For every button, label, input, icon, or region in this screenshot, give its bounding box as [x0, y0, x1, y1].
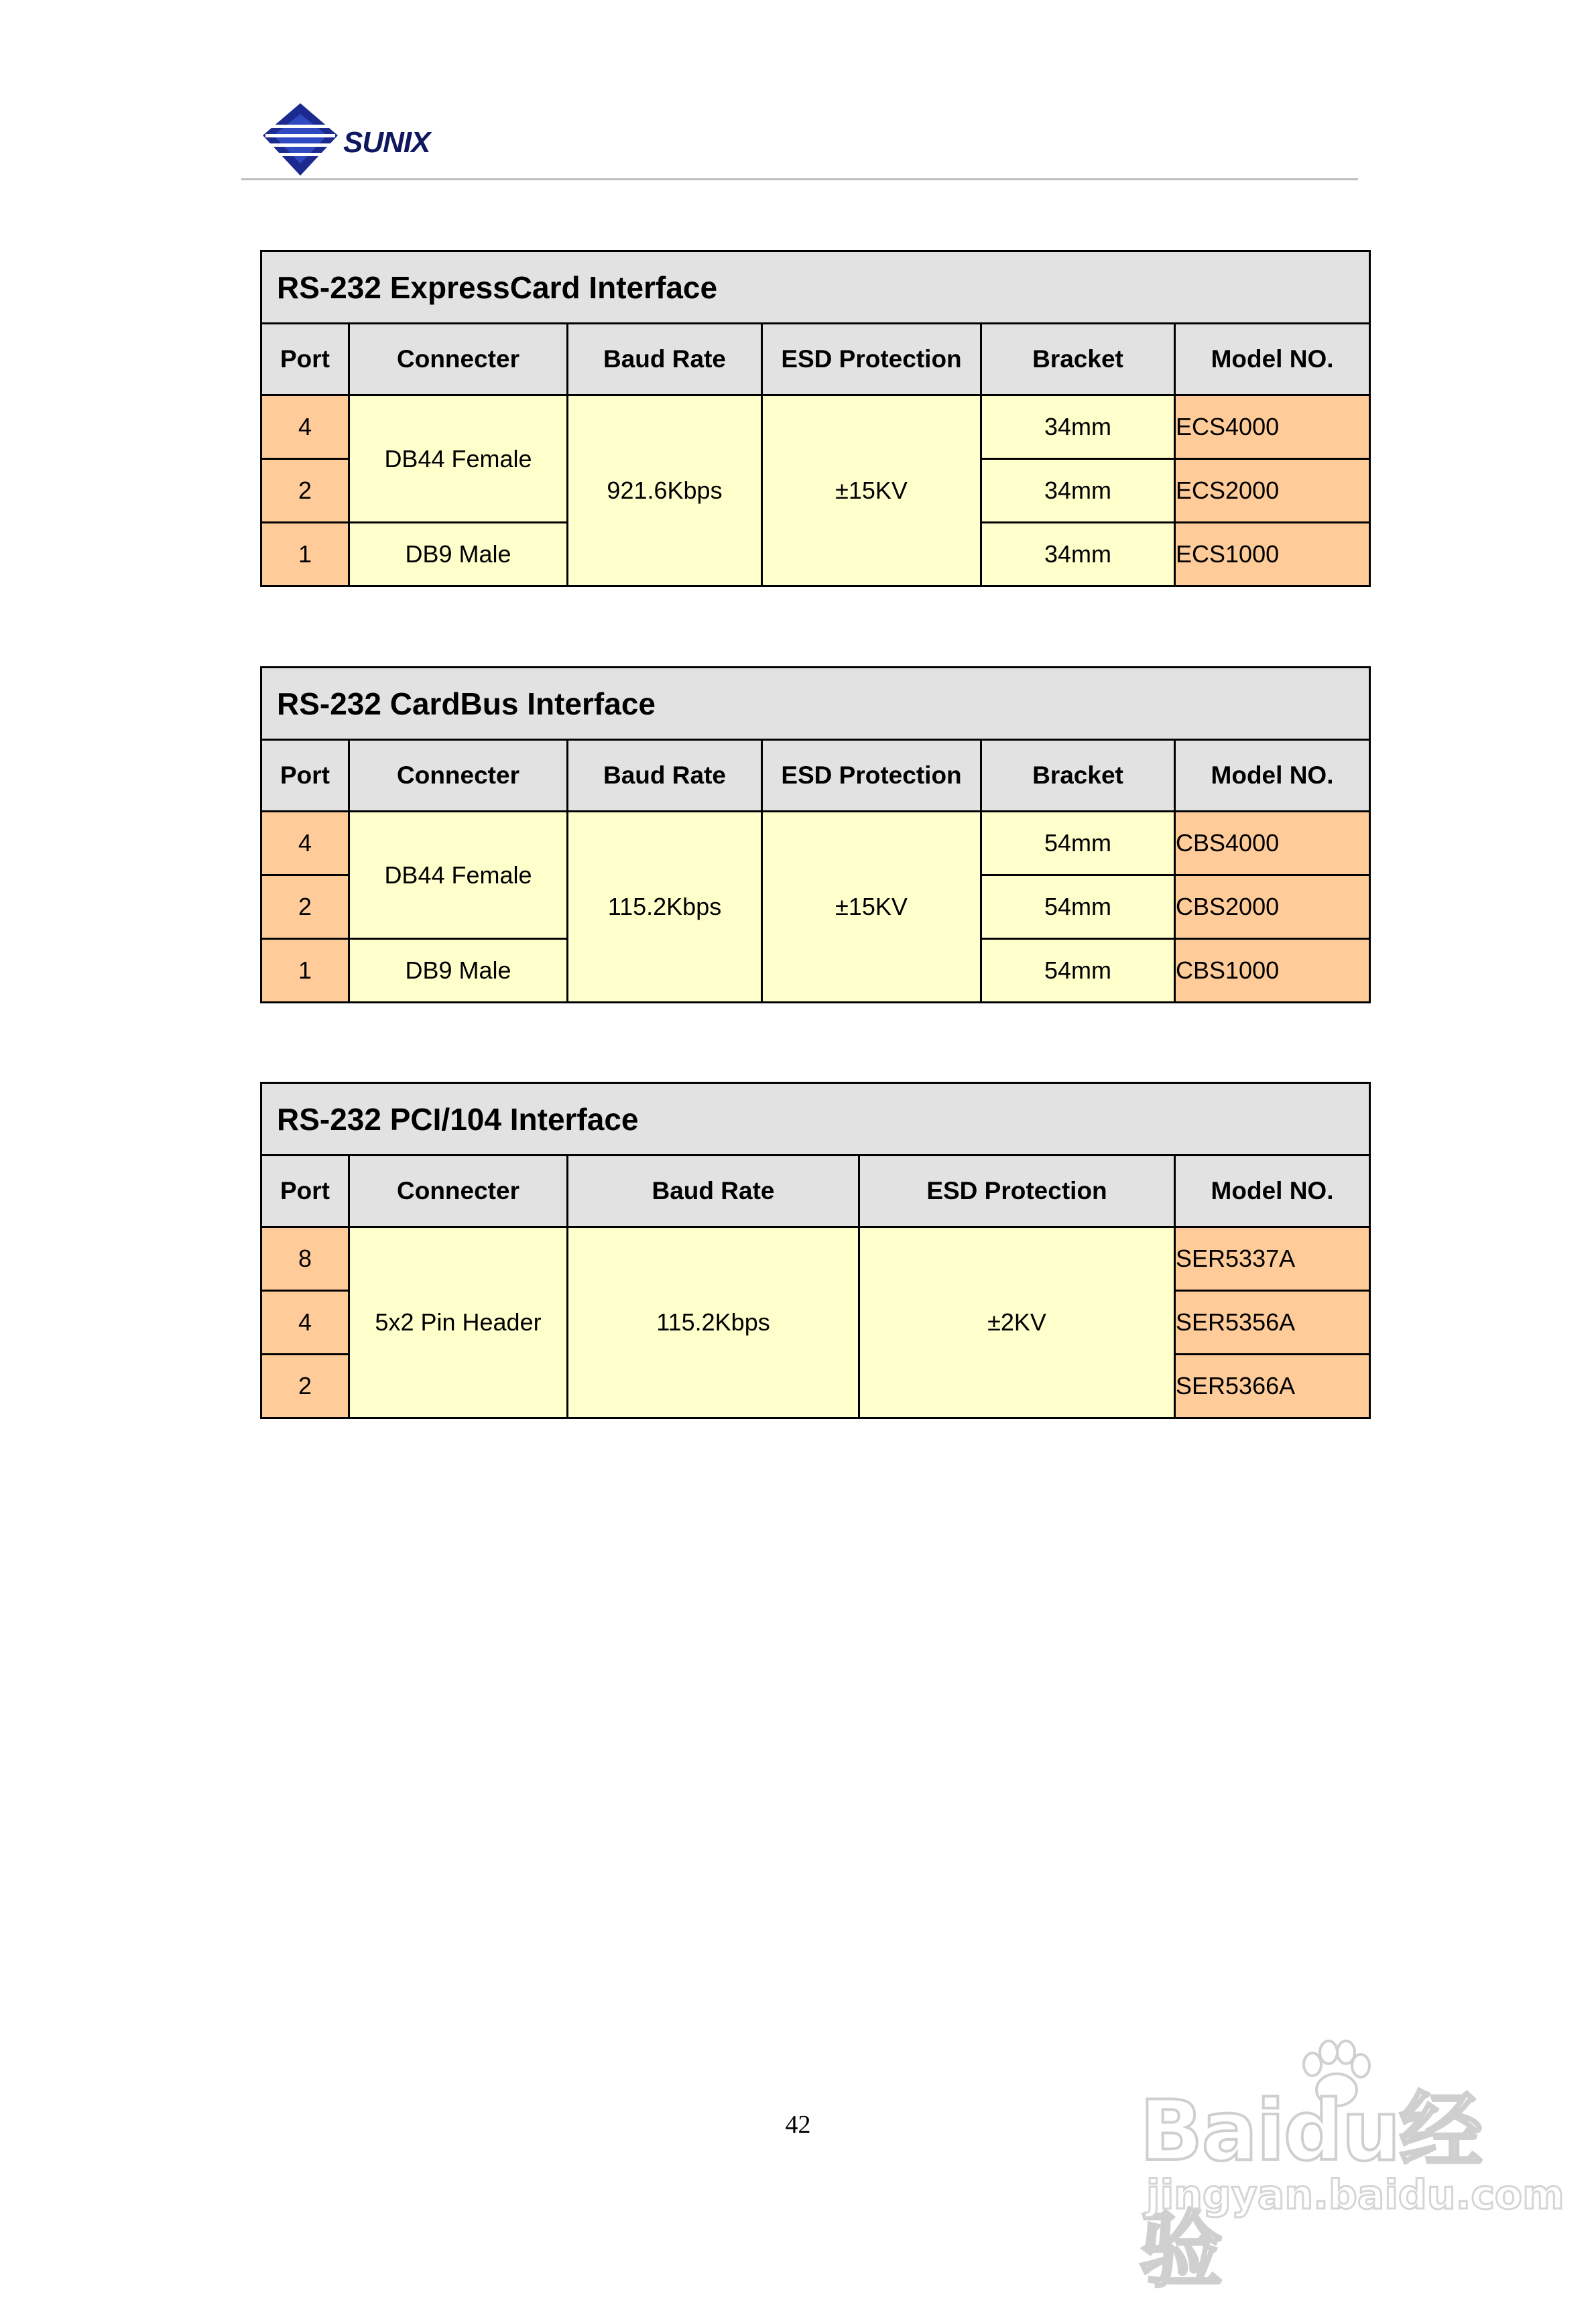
table-title: RS-232 PCI/104 Interface: [261, 1083, 1370, 1156]
watermark-url-text: jingyan.baidu.com: [1146, 2172, 1564, 2219]
watermark-main-text: Baidu经验: [1140, 2083, 1481, 2299]
port-cell: 1: [261, 939, 349, 1003]
model-cell: CBS1000: [1175, 939, 1370, 1003]
column-header: Model NO.: [1175, 740, 1370, 812]
column-header: Port: [261, 324, 349, 395]
esd-cell: ±15KV: [762, 395, 981, 586]
table-row: [261, 395, 1370, 459]
logo-text: SUNIX: [343, 126, 430, 159]
connecter-cell: DB9 Male: [349, 939, 568, 1003]
port-cell: 2: [261, 459, 349, 523]
table-title: RS-232 ExpressCard Interface: [261, 251, 1370, 324]
column-header: Connecter: [349, 740, 568, 812]
model-cell: SER5356A: [1175, 1291, 1370, 1355]
model-cell: ECS2000: [1175, 459, 1370, 523]
connecter-cell: DB44 Female: [349, 812, 568, 939]
table-row: [261, 1227, 1370, 1291]
baud-rate-cell: 115.2Kbps: [568, 1227, 859, 1418]
port-cell: 1: [261, 523, 349, 586]
sunix-logo: [261, 101, 449, 181]
port-cell: 4: [261, 1291, 349, 1355]
column-header: Model NO.: [1175, 1156, 1370, 1227]
port-cell: 8: [261, 1227, 349, 1291]
sunix-diamond-icon: [261, 101, 342, 181]
column-header: Baud Rate: [568, 324, 762, 395]
port-cell: 4: [261, 812, 349, 875]
baud-rate-cell: 115.2Kbps: [568, 812, 762, 1003]
esd-cell: ±15KV: [762, 812, 981, 1003]
expresscard-table: [260, 250, 1371, 587]
model-cell: ECS4000: [1175, 395, 1370, 459]
column-header: ESD Protection: [762, 324, 981, 395]
column-header: ESD Protection: [859, 1156, 1175, 1227]
baidu-watermark: [1133, 2038, 1564, 2299]
column-header: Model NO.: [1175, 324, 1370, 395]
model-cell: SER5366A: [1175, 1355, 1370, 1418]
bracket-cell: 54mm: [981, 939, 1175, 1003]
port-cell: 4: [261, 395, 349, 459]
bracket-cell: 54mm: [981, 812, 1175, 875]
bracket-cell: 34mm: [981, 395, 1175, 459]
esd-cell: ±2KV: [859, 1227, 1175, 1418]
port-cell: 2: [261, 875, 349, 939]
connecter-cell: DB9 Male: [349, 523, 568, 586]
column-header: Port: [261, 740, 349, 812]
connecter-cell: 5x2 Pin Header: [349, 1227, 568, 1418]
column-header: Baud Rate: [568, 740, 762, 812]
bracket-cell: 34mm: [981, 523, 1175, 586]
port-cell: 2: [261, 1355, 349, 1418]
column-header: ESD Protection: [762, 740, 981, 812]
column-header: Port: [261, 1156, 349, 1227]
baud-rate-cell: 921.6Kbps: [568, 395, 762, 586]
table-title: RS-232 CardBus Interface: [261, 668, 1370, 740]
column-header: Connecter: [349, 1156, 568, 1227]
model-cell: SER5337A: [1175, 1227, 1370, 1291]
column-header: Connecter: [349, 324, 568, 395]
column-header: Bracket: [981, 324, 1175, 395]
table-row: [261, 812, 1370, 875]
pci104-table: [260, 1082, 1371, 1419]
column-header: Baud Rate: [568, 1156, 859, 1227]
model-cell: ECS1000: [1175, 523, 1370, 586]
model-cell: CBS4000: [1175, 812, 1370, 875]
page-number: 42: [785, 2111, 811, 2139]
connecter-cell: DB44 Female: [349, 395, 568, 523]
bracket-cell: 34mm: [981, 459, 1175, 523]
column-header: Bracket: [981, 740, 1175, 812]
model-cell: CBS2000: [1175, 875, 1370, 939]
header-divider: [241, 178, 1358, 180]
cardbus-table: [260, 666, 1371, 1003]
bracket-cell: 54mm: [981, 875, 1175, 939]
